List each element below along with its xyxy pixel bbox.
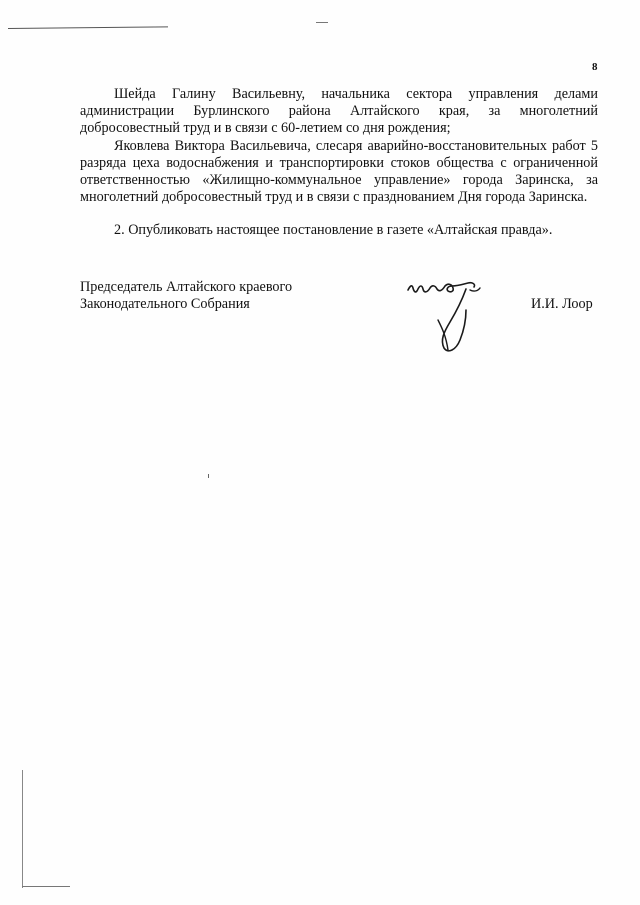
scan-artifact-edge [22,770,23,888]
scan-artifact-dot [208,474,209,478]
signatory-name: И.И. Лоор [531,296,593,312]
handwritten-signature [404,276,488,358]
award-paragraph-yakovlev: Яковлева Виктора Васильевича, слесаря аварийно-восстановительных работ 5 разряда цеха водоснабжения и транспортировки стоков общества с ограниченной ответственностью «Жилищно-коммунальное управление» города Заринска, за многолетний добросовестный труд и в связи с празднованием Дня города Заринска. [80,137,598,206]
signatory-position-line-2: Законодательного Собрания [80,296,250,313]
signatory-position [80,279,292,313]
page-number: 8 [592,61,598,73]
publish-clause: 2. Опубликовать настоящее постановление в газете «Алтайская правда». [114,222,553,239]
document-body [80,86,598,240]
scan-artifact-bottom [22,886,70,887]
award-paragraph-sheida: Шейда Галину Васильевну, начальника сектора управления делами администрации Бурлинского района Алтайского края, за многолетний добросовестный труд и в связи с 60-летием со дня рождения; [80,86,598,137]
scan-artifact-mark [316,22,328,23]
scan-artifact-line [8,26,168,29]
signatory-position-line-1: Председатель Алтайского краевого [80,279,293,295]
